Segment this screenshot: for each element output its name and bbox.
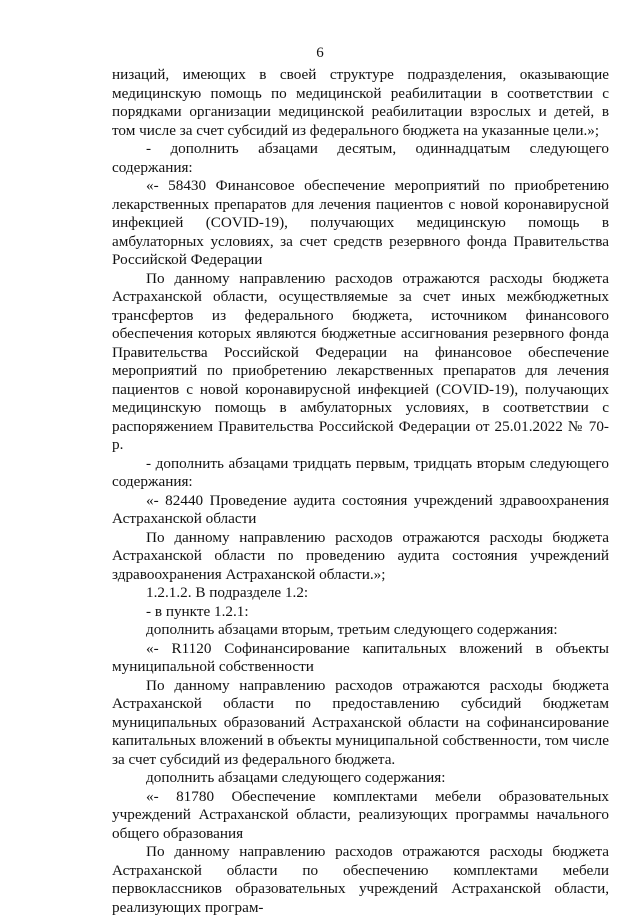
paragraph: низаций, имеющих в своей структуре подразделения, оказывающие медицинскую помощь по медицинской реабилитации в соответствии с порядками организации медицинской реабилитации взрослых и детей, в том числе за счет субсидий из федерального бюджета на указанные цели.»; [112, 66, 609, 139]
paragraph: - дополнить абзацами десятым, одиннадцатым следующего содержания: [112, 140, 609, 176]
paragraph: По данному направлению расходов отражаются расходы бюджета Астраханской области по обеспечению комплектами мебели первоклассников образовательных учреждений Астраханской области, реализующих програм- [112, 843, 609, 916]
paragraph: По данному направлению расходов отражаются расходы бюджета Астраханской области по предоставлению субсидий бюджетам муниципальных образований Астраханской области на софинансирование капитальных вложений в объекты муниципальной собственности, том числе за счет субсидий из федерального бюджета. [112, 676, 609, 768]
paragraph: «- 58430 Финансовое обеспечение мероприятий по приобретению лекарственных препаратов для лечения пациентов с новой коронавирусной инфекцией (COVID-19), получающих медицинскую помощь в амбулаторных условиях, за счет средств резервного фонда Правительства Российской Федерации [112, 177, 609, 268]
paragraph: - дополнить абзацами тридцать первым, тридцать вторым следующего содержания: [112, 454, 609, 490]
paragraph: По данному направлению расходов отражаются расходы бюджета Астраханской области, осуществляемые за счет иных межбюджетных трансфертов из федерального бюджета, источником финансового обеспечения которых являются бюджетные ассигнования резервного фонда Правительства Российской Федерации на финансовое обеспечение мероприятий по приобретению лекарственных препаратов для лечения пациентов с новой коронавирусной инфекцией (COVID-19), получающих медицинскую помощь в амбулаторных условиях, в соответствии с распоряжением Правительства Российской Федерации от 25.01.2022 № 70-р. [112, 269, 609, 453]
paragraph: «- 81780 Обеспечение комплектами мебели образовательных учреждений Астраханской области, реализующих программы начального общего образования [112, 787, 609, 842]
paragraph: 1.2.1.2. В подразделе 1.2: [146, 584, 309, 601]
page-number: 6 [316, 45, 324, 61]
paragraph: По данному направлению расходов отражаются расходы бюджета Астраханской области по проведению аудита состояния учреждений здравоохранения Астраханской области.»; [112, 528, 609, 583]
document-body [112, 66, 609, 917]
paragraph: «- R1120 Софинансирование капитальных вложений в объекты муниципальной собственности [112, 639, 609, 675]
paragraph: - в пункте 1.2.1: [146, 602, 249, 620]
paragraph: дополнить абзацами вторым, третьим следующего содержания: [146, 621, 558, 638]
paragraph: дополнить абзацами следующего содержания: [146, 769, 446, 786]
paragraph: «- 82440 Проведение аудита состояния учреждений здравоохранения Астраханской области [112, 491, 609, 527]
